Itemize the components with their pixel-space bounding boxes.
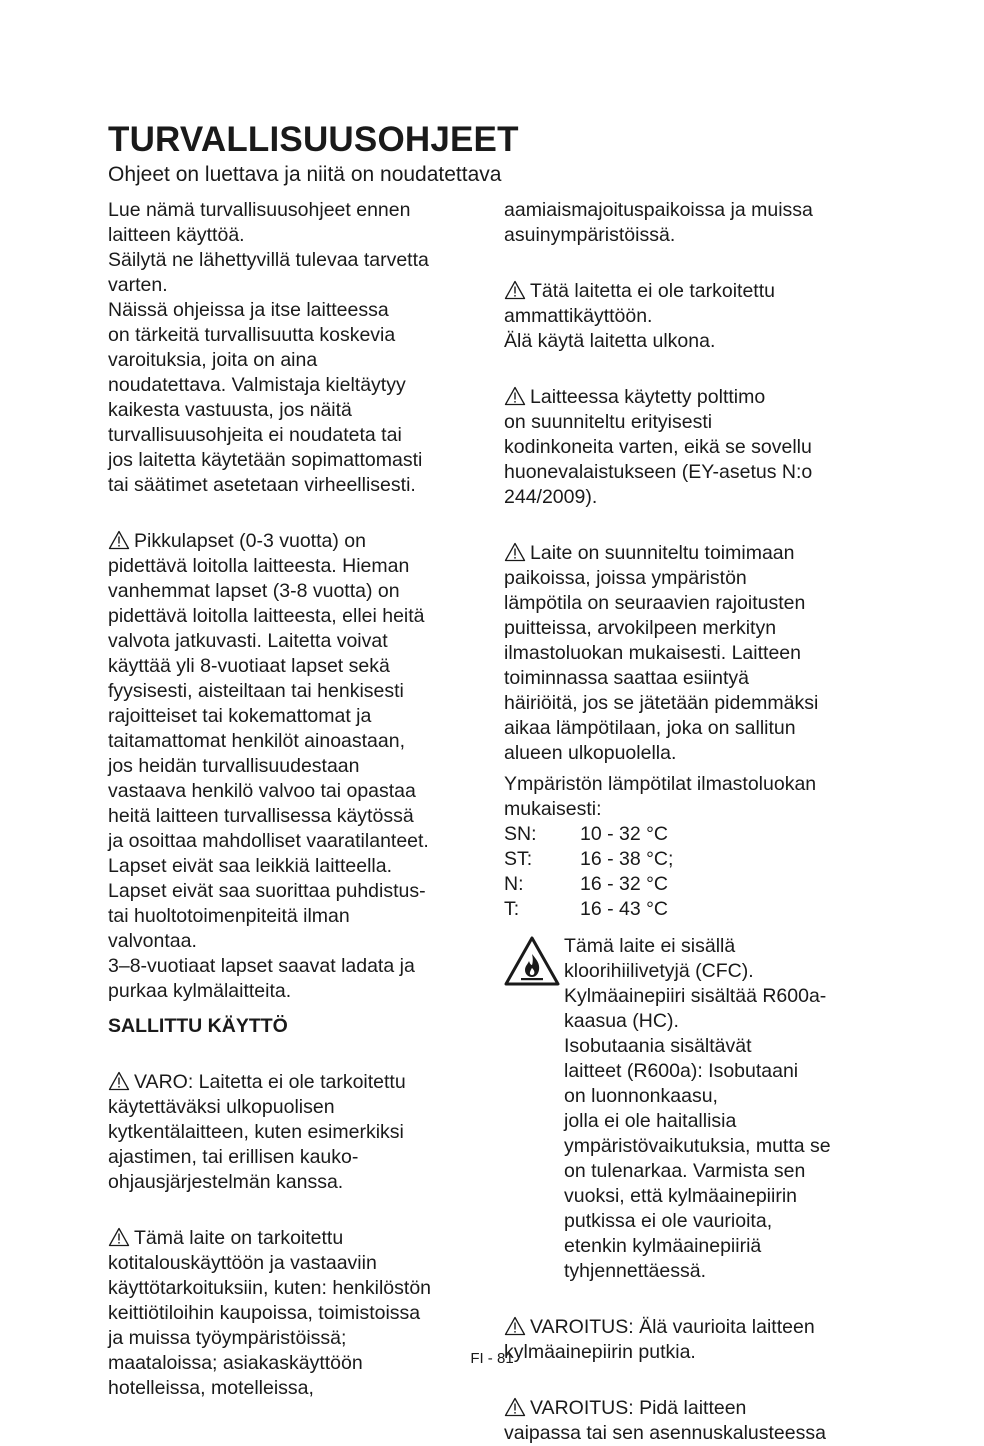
caution-text: VARO: Laitetta ei ole tarkoitettu käytettäväksi ulkopuolisen kytkentälaitteen, kuten esimerkiksi ajastimen, tai erillisen kauko- ohjausjärjestelmän kanssa. bbox=[108, 1071, 406, 1193]
warning-triangle-icon bbox=[108, 530, 130, 550]
climate-warning bbox=[504, 516, 884, 766]
warning-triangle-icon bbox=[108, 1071, 130, 1091]
warning-triangle-icon bbox=[504, 1397, 526, 1417]
intro-paragraph: Lue nämä turvallisuusohjeet ennen laitteen käyttöä. Säilytä ne lähettyvillä tulevaa tarvetta varten. Näissä ohjeissa ja itse laitteessa on tärkeitä turvallisuutta koskevia varoituksia, joita on aina noudatettava. Valmistaja kieltäytyy kaikesta vastuusta, jos näitä turvallisuusohjeita ei noudateta tai jos laitetta käytetään sopimattomasti tai säätimet asetetaan virheellisesti. bbox=[108, 199, 429, 496]
climate-class-range: 16 - 43 °C bbox=[580, 898, 669, 920]
flammable-refrigerant-notice bbox=[504, 934, 884, 1284]
climate-text: Laite on suunniteltu toimimaan paikoissa, joissa ympäristön lämpötila on seuraavien rajoitusten puitteissa, arvokilpeen merkityn ilmastoluokan mukaisesti. Laitteen toiminnassa saattaa esiintyä häiriöitä, jos se jätetään pidemmäksi aikaa lämpötilaan, joka on sallitun alueen ulkopuolella. bbox=[504, 542, 819, 764]
climate-class-row bbox=[504, 897, 884, 922]
climate-class-range: 16 - 38 °C; bbox=[580, 848, 674, 870]
climate-class-intro: Ympäristön lämpötilat ilmastoluokan mukaisesti: bbox=[504, 773, 817, 820]
flammable-refrigerant-text: Tämä laite ei sisällä kloorihiilivetyjä (CFC). Kylmäainepiiri sisältää R600a- kaasua (HC). Isobutaania sisältävät laitteet (R600a): Isobutaani on luonnonkaasu, jolla ei ole haitallisia ympäristövaikutuksia, mutta se on tulenarkaa. Varmista sen vuoksi, että kylmäainepiirin putkissa ei ole vaurioita, etenkin kylmäainepiiriä tyhjennettäessä. bbox=[564, 935, 831, 1282]
children-warning bbox=[108, 504, 486, 1004]
caution-paragraph bbox=[108, 1045, 486, 1195]
ventilation-text: VAROITUS: Pidä laitteen vaipassa tai sen asennuskalusteessa bbox=[504, 1397, 826, 1444]
right-column bbox=[504, 198, 884, 1446]
warning-triangle-icon bbox=[108, 1227, 130, 1247]
page-subtitle: Ohjeet on luettava ja niitä on noudatettava bbox=[108, 163, 502, 186]
warning-triangle-icon bbox=[504, 280, 526, 300]
page-title: TURVALLISUUSOHJEET bbox=[108, 120, 519, 159]
warning-triangle-icon bbox=[504, 542, 526, 562]
continued-paragraph: aamiaismajoituspaikoissa ja muissa asuinympäristöissä. bbox=[504, 199, 813, 246]
bulb-text: Laitteessa käytetty polttimo on suunniteltu erityisesti kodinkoneita varten, eikä se sovellu huonevalaistukseen (EY-asetus N:o 244/2009). bbox=[504, 386, 813, 508]
climate-class-code: SN: bbox=[504, 823, 537, 845]
warning-triangle-icon bbox=[504, 386, 526, 406]
climate-class-code: T: bbox=[504, 898, 520, 920]
children-warning-text: Pikkulapset (0-3 vuotta) on pidettävä loitolla laitteesta. Hieman vanhemmat lapset (3-8 vuotta) on pidettävä loitolla laitteesta, ellei heitä valvota jatkuvasti. Laitetta voivat käyttää yli 8-vuotiaat lapset sekä fyysisesti, aisteiltaan tai henkisesti rajoitteiset tai kokemattomat ja taitamattomat henkilöt ainoastaan, jos heidän turvallisuudestaan vastaava henkilö valvoo tai opastaa heitä laitteen turvallisessa käytössä ja osoittaa mahdolliset vaaratilanteet. Lapset eivät saa leikkiä laitteella. Lapset eivät saa suorittaa puhdistus- tai huoltotoimenpiteitä ilman valvontaa. 3–8-vuotiaat lapset saavat ladata ja purkaa kylmälaitteita. bbox=[108, 530, 429, 1002]
flammable-warning-icon bbox=[504, 936, 560, 986]
bulb-warning bbox=[504, 360, 884, 510]
left-column bbox=[108, 198, 486, 1401]
climate-class-row bbox=[504, 822, 884, 847]
refrigerant-circuit-text: VAROITUS: Älä vaurioita laitteen kylmäainepiirin putkia. bbox=[504, 1316, 815, 1363]
page-number: FI - 81 bbox=[470, 1350, 514, 1367]
section-heading-allowed-use: SALLITTU KÄYTTÖ bbox=[108, 1015, 288, 1037]
climate-class-code: ST: bbox=[504, 848, 533, 870]
climate-class-range: 16 - 32 °C bbox=[580, 873, 669, 895]
ventilation-warning bbox=[504, 1371, 884, 1446]
professional-use-warning bbox=[504, 254, 884, 354]
climate-class-range: 10 - 32 °C bbox=[580, 823, 669, 845]
climate-class-table bbox=[504, 822, 884, 922]
warning-triangle-icon bbox=[504, 1316, 526, 1336]
climate-class-code: N: bbox=[504, 873, 524, 895]
climate-class-row bbox=[504, 872, 884, 897]
household-use-paragraph bbox=[108, 1201, 486, 1401]
household-use-text: Tämä laite on tarkoitettu kotitalouskäyttöön ja vastaaviin käyttötarkoituksiin, kuten: henkilöstön keittiötiloihin kaupoissa, toimistoissa ja muissa työympäristöissä; maataloissa; asiakaskäyttöön hotelleissa, motelleissa, bbox=[108, 1227, 432, 1399]
climate-class-row bbox=[504, 847, 884, 872]
professional-use-text: Tätä laitetta ei ole tarkoitettu ammattikäyttöön. Älä käytä laitetta ulkona. bbox=[504, 280, 775, 352]
